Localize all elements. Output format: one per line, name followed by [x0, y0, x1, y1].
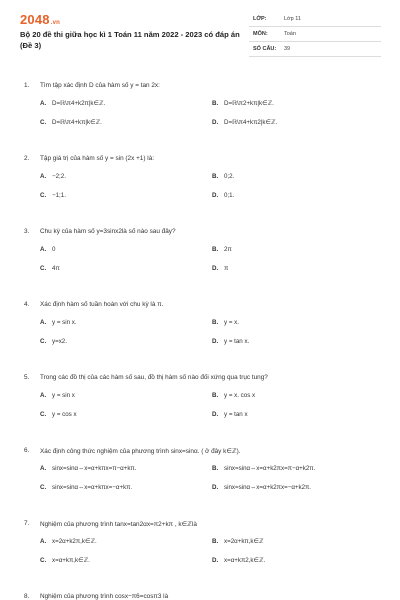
- question-number: 8.: [24, 593, 30, 600]
- question-text: Nghiệm của phương trình tanx=tan2αx=π2+kπ , k∈ℤlà: [40, 521, 197, 528]
- meta-label: LỚP:: [253, 16, 267, 22]
- page-title: Bộ 20 đề thi giữa học kì 1 Toán 11 năm 2022 - 2023 có đáp án (Đề 3): [20, 30, 240, 50]
- option-d[interactable]: D. sinx=sinα⇔x=α+k2πx=−α+k2π.: [212, 484, 312, 491]
- question-7: [0, 516, 400, 581]
- option-a[interactable]: A. 0: [40, 246, 56, 253]
- question-text: Nghiệm của phương trình cosx−π6=cosπ3 là: [40, 593, 169, 600]
- question-text: Trong các đồ thị của các hàm số sau, đồ thị hàm số nào đối xứng qua trục tung?: [40, 374, 268, 381]
- option-a[interactable]: A. y = sin x.: [40, 319, 77, 326]
- option-d[interactable]: D. y = tan x: [212, 411, 248, 418]
- option-b[interactable]: B. x=2α+kπ,k∈ℤ: [212, 538, 264, 545]
- question-text: Xác định hàm số tuần hoàn với chu kỳ là π.: [40, 301, 164, 308]
- question-number: 3.: [24, 228, 30, 235]
- option-c[interactable]: C. D=ℝ\π4+kπ|k∈ℤ.: [40, 119, 102, 126]
- document-header: [0, 0, 400, 56]
- meta-row-question-count: [249, 42, 381, 57]
- option-d[interactable]: D. x=α+kπ2,k∈ℤ.: [212, 557, 266, 564]
- question-number: 7.: [24, 520, 30, 527]
- option-c[interactable]: C. sinx=sinα⇔x=α+kπx=−α+kπ.: [40, 484, 133, 491]
- option-c[interactable]: C. −1;1.: [40, 192, 66, 199]
- option-c[interactable]: C. y=x2.: [40, 338, 67, 345]
- question-number: 5.: [24, 374, 30, 381]
- question-number: 1.: [24, 82, 30, 89]
- question-number: 4.: [24, 301, 30, 308]
- option-c[interactable]: C. 4π: [40, 265, 60, 272]
- option-b[interactable]: B. sinx=sinα⇔x=α+k2πx=π−α+k2π.: [212, 465, 316, 472]
- question-3: [0, 224, 400, 289]
- question-5: [0, 370, 400, 435]
- option-c[interactable]: C. y = cos x: [40, 411, 77, 418]
- meta-row-class: [249, 12, 381, 27]
- option-b[interactable]: B. D=ℝ\π2+kπ|k∈ℤ.: [212, 100, 274, 107]
- question-6: [0, 443, 400, 508]
- question-text: Xác định công thức nghiệm của phương trình sinx=sinα. ( ở đây k∈ℤ).: [40, 448, 241, 455]
- meta-value[interactable]: Lớp 11: [284, 16, 301, 22]
- question-1: [0, 78, 400, 143]
- question-2: [0, 151, 400, 216]
- question-8: [0, 589, 400, 600]
- option-d[interactable]: D. 0;1.: [212, 192, 235, 199]
- option-a[interactable]: A. sinx=sinα⇔x=α+kπx=π−α+kπ.: [40, 465, 137, 472]
- question-text: Tập giá trị của hàm số y = sin (2x +1) là:: [40, 155, 155, 162]
- question-4: [0, 297, 400, 362]
- exam-meta-table: [249, 12, 381, 57]
- option-b[interactable]: B. 2π: [212, 246, 232, 253]
- option-d[interactable]: D. y = tan x.: [212, 338, 250, 345]
- meta-value[interactable]: Toán: [284, 31, 296, 37]
- question-text: Tìm tập xác định D của hàm số y = tan 2x:: [40, 82, 160, 89]
- question-number: 2.: [24, 155, 30, 162]
- question-number: 6.: [24, 447, 30, 454]
- option-a[interactable]: A. x=2α+k2π,k∈ℤ.: [40, 538, 97, 545]
- option-a[interactable]: A. y = sin x: [40, 392, 75, 399]
- question-text: Chu kỳ của hàm số y=3sinx2là số nào sau đây?: [40, 228, 176, 235]
- question-list: [0, 78, 400, 600]
- option-a[interactable]: A. D=ℝ\π4+k2π|k∈ℤ.: [40, 100, 106, 107]
- meta-row-subject: [249, 27, 381, 42]
- option-d[interactable]: D. D=ℝ\π4+kπ2|k∈ℤ.: [212, 119, 278, 126]
- option-a[interactable]: A. −2;2.: [40, 173, 66, 180]
- meta-value: 39: [284, 46, 291, 52]
- site-logo[interactable]: 2048.vn: [20, 12, 61, 27]
- meta-label: MÔN:: [253, 31, 268, 37]
- option-d[interactable]: D. π: [212, 265, 229, 272]
- option-b[interactable]: B. y = x. cos x: [212, 392, 256, 399]
- meta-label: SỐ CÂU:: [253, 46, 277, 52]
- option-b[interactable]: B. y = x.: [212, 319, 239, 326]
- option-c[interactable]: C. x=α+kπ,k∈ℤ.: [40, 557, 90, 564]
- option-b[interactable]: B. 0;2.: [212, 173, 235, 180]
